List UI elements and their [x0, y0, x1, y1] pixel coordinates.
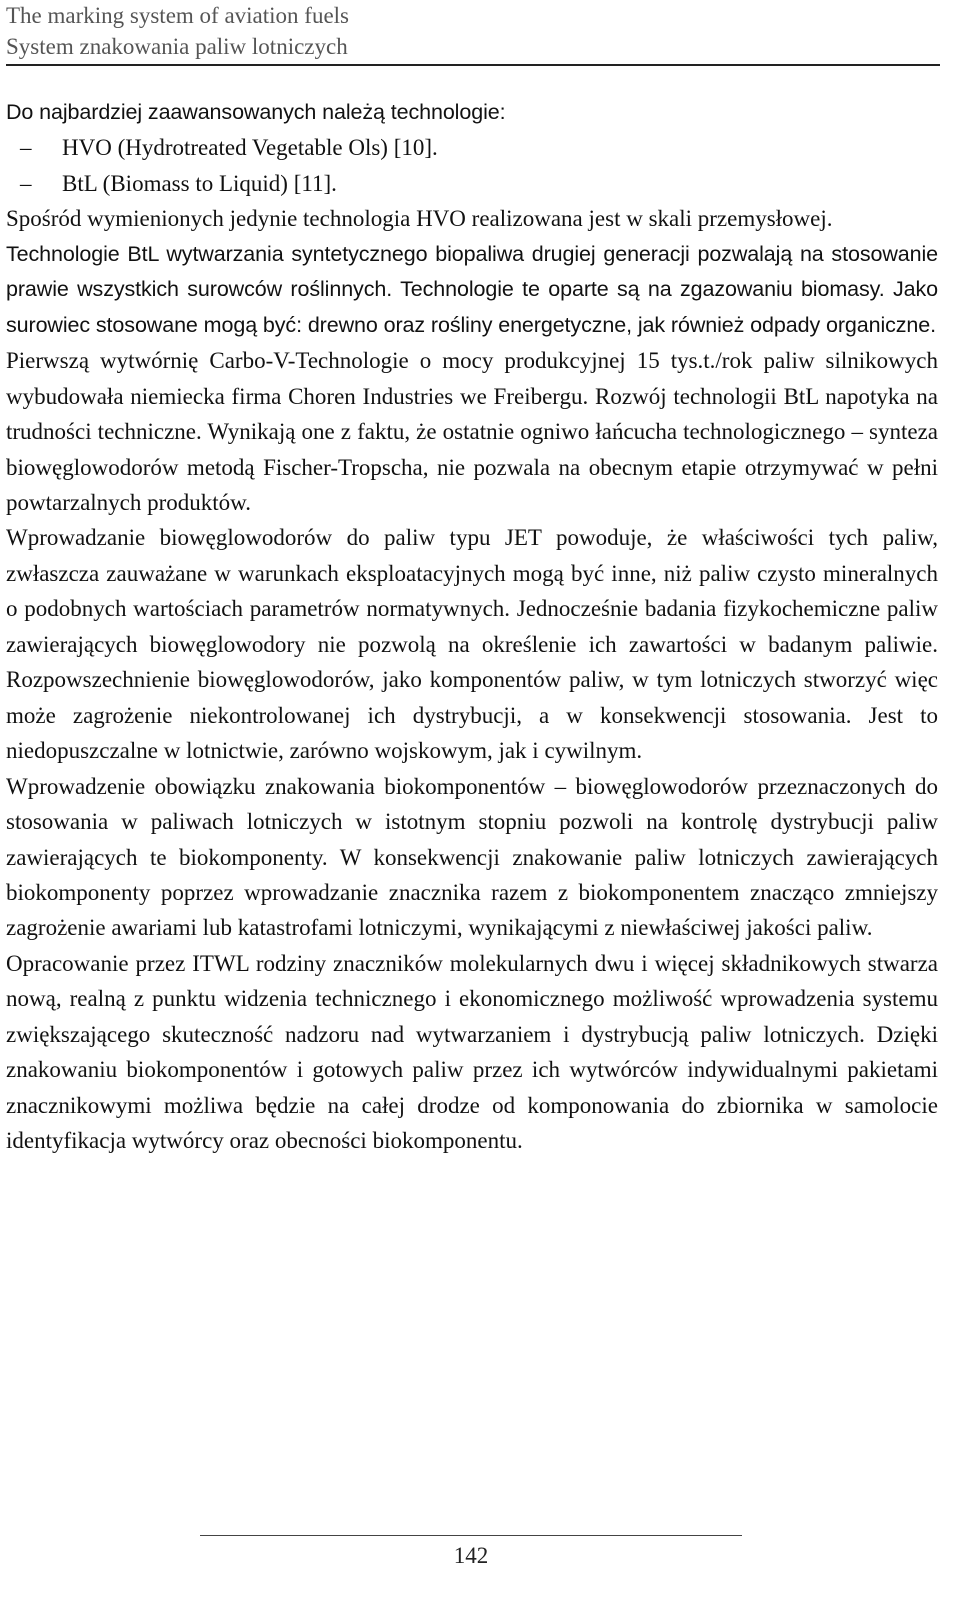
header-title-english: The marking system of aviation fuels	[6, 3, 350, 28]
paragraph-jet-fuels: Wprowadzanie biowęglowodorów do paliw typu JET powoduje, że właściwości tych paliw, zwłaszcza zauważane w warunkach eksploatacyjnych mogą być inne, niż paliw czysto mineralnych o podobnych wartościach parametrów normatywnych. Jednocześnie badania fizykochemiczne paliw zawierających biowęglowodory nie pozwolą na określenie ich zawartości w badanym paliwie. Rozpowszechnienie biowęglowodorów, jako komponentów paliw, w tym lotniczych stworzyć więc może zagrożenie niekontrolowanej ich dystrybucji, a w konsekwencji stosowania. Jest to niedopuszczalne w lotnictwie, zarówno wojskowym, jak i cywilnym.	[6, 525, 938, 764]
article-body	[6, 95, 938, 1159]
page-number: 142	[453, 1543, 489, 1568]
intro-paragraph: Do najbardziej zaawansowanych należą technologie:	[6, 100, 506, 124]
paragraph-carbo-v: Pierwszą wytwórnię Carbo-V-Technologie o mocy produkcyjnej 15 tys.t./rok paliw silnikowych wybudowała niemiecka firma Choren Industries we Freibergu. Rozwój technologii BtL napotyka na trudności techniczne. Wynikają one z faktu, że ostatnie ogniwo łańcucha technologicznego – synteza biowęglowodorów metodą Fischer-Tropscha, nie pozwala na obecnym etapie otrzymywać w pełni powtarzalnych produktów.	[6, 348, 938, 515]
list-item-text: HVO (Hydrotreated Vegetable Ols) [10].	[62, 135, 438, 161]
list-item	[6, 166, 938, 201]
paragraph-itwl-markers: Opracowanie przez ITWL rodziny znaczników molekularnych dwu i więcej składnikowych stwarza nową, realną z punktu widzenia technicznego i ekonomicznego możliwość wprowadzenia systemu zwiększającego skuteczność nadzoru nad wytwarzaniem i dystrybucją paliw lotniczych. Dzięki znakowaniu biokomponentów i gotowych paliw przez ich wytwórców indywidualnymi pakietami znacznikowymi możliwa będzie na całej drodze od komponowania do zbiornika w samolocie identyfikacja wytwórcy oraz obecności biokomponentu.	[6, 950, 938, 1154]
paragraph-hvo: Spośród wymienionych jedynie technologia HVO realizowana jest w skali przemysłowej.	[6, 206, 833, 232]
paragraph-btl: Technologie BtL wytwarzania syntetycznego biopaliwa drugiej generacji pozwalają na stosowanie prawie wszystkich surowców roślinnych. Technologie te oparte są na zgazowaniu biomasy. Jako surowiec stosowane mogą być: drewno oraz rośliny energetyczne, jak również odpady organiczne.	[6, 241, 938, 337]
header-divider	[6, 64, 940, 66]
bullet-marker: –	[20, 170, 32, 196]
paragraph-marking-obligation: Wprowadzenie obowiązku znakowania biokomponentów – biowęglowodorów przeznaczonych do stosowania w paliwach lotniczych w istotnym stopniu pozwoli na kontrolę dystrybucji paliw zawierających te biokomponenty. W konsekwencji znakowanie paliw lotniczych zawierających biokomponenty poprzez wprowadzanie znacznika razem z biokomponentem znacząco zmniejszy zagrożenie awariami lub katastrofami lotniczymi, wynikającymi z niewłaściwej jakości paliw.	[6, 773, 938, 941]
bullet-marker: –	[20, 135, 32, 161]
footer-divider	[200, 1535, 742, 1536]
running-header	[6, 0, 940, 62]
list-item	[6, 130, 938, 165]
header-title-polish: System znakowania paliw lotniczych	[6, 34, 348, 59]
list-item-text: BtL (Biomass to Liquid) [11].	[62, 170, 337, 196]
